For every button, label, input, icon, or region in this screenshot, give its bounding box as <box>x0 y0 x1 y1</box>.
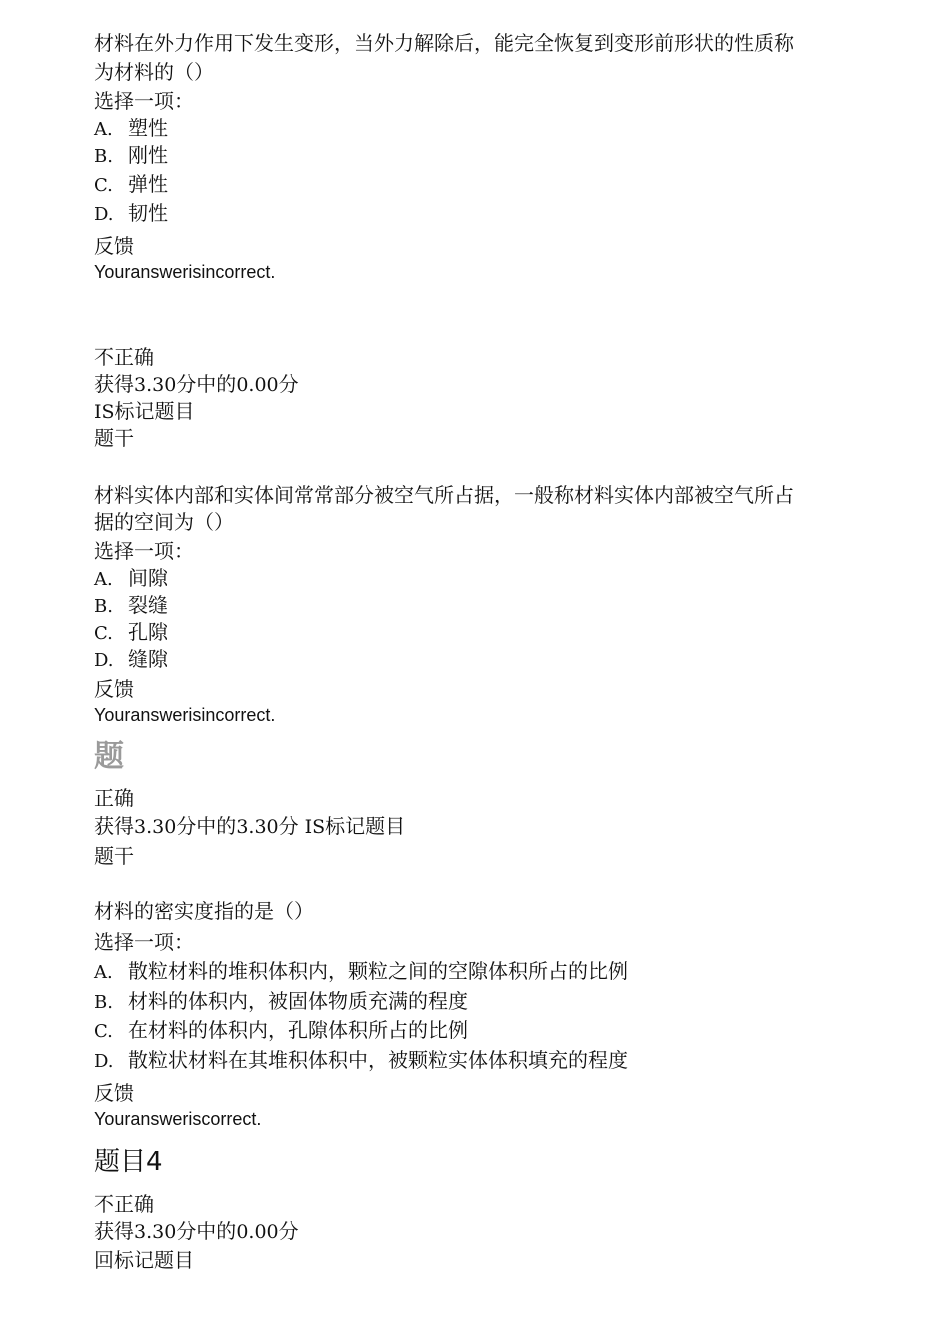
flag-icon: IS <box>304 816 326 838</box>
q3-flag-question[interactable] <box>305 814 406 838</box>
option-letter: D. <box>94 650 114 671</box>
option-letter: A. <box>94 962 113 983</box>
q1-option-b[interactable] <box>94 141 168 171</box>
q1-option-c[interactable] <box>94 170 168 200</box>
q3-option-a[interactable] <box>94 957 628 987</box>
q2-option-d[interactable] <box>94 645 168 675</box>
flag-icon: IS <box>94 401 115 423</box>
q1-prompt: 选择一项： <box>94 89 194 113</box>
q3-status: 正确 <box>94 786 134 810</box>
q2-option-c[interactable] <box>94 618 168 648</box>
score-mid: 分中的 <box>176 372 237 396</box>
q2-score <box>94 370 299 399</box>
option-text: 材料的体积内，被固体物质充满的程度 <box>128 989 468 1013</box>
score-max: 3.30 <box>134 374 177 396</box>
option-letter: D. <box>94 1051 114 1072</box>
q1-option-d[interactable] <box>94 199 168 229</box>
q2-option-b[interactable] <box>94 591 168 621</box>
option-text: 刚性 <box>128 143 168 167</box>
option-letter: A. <box>94 569 113 590</box>
option-text: 弹性 <box>128 172 168 196</box>
option-letter: C. <box>94 1021 113 1042</box>
q2-stem-line2: 据的空间为（） <box>94 510 234 534</box>
option-text: 散粒材料的堆积体积内，颗粒之间的空隙体积所占的比例 <box>128 959 628 983</box>
q3-feedback-text: Youransweriscorrect. <box>94 1109 262 1129</box>
q1-feedback-label: 反馈 <box>94 234 134 258</box>
option-letter: A. <box>94 119 113 140</box>
q2-status: 不正确 <box>94 345 154 369</box>
score-prefix: 获得 <box>94 372 134 396</box>
score-suffix: 分 <box>278 372 299 396</box>
score-max: 3.30 <box>134 816 177 838</box>
q4-score <box>94 1217 299 1246</box>
q1-feedback-text: Youranswerisincorrect. <box>94 262 276 282</box>
score-prefix: 获得 <box>94 1219 134 1243</box>
q2-option-a[interactable] <box>94 564 168 594</box>
flag-label: 标记题目 <box>325 814 406 838</box>
option-letter: C. <box>94 623 113 644</box>
option-letter: B. <box>94 596 113 617</box>
option-letter: B. <box>94 992 113 1013</box>
q1-stem-line2: 为材料的（） <box>94 60 214 84</box>
option-letter: D. <box>94 204 114 225</box>
option-text: 塑性 <box>128 116 168 140</box>
score-got: 0.00 <box>236 374 279 396</box>
score-suffix: 分 <box>278 1219 299 1243</box>
score-max: 3.30 <box>134 1221 177 1243</box>
option-letter: B. <box>94 146 113 167</box>
option-text: 裂缝 <box>128 593 168 617</box>
option-text: 在材料的体积内，孔隙体积所占的比例 <box>128 1018 468 1042</box>
q4-flag-question[interactable]: 回标记题目 <box>94 1248 194 1272</box>
option-text: 间隙 <box>128 566 168 590</box>
q2-feedback-text: Youranswerisincorrect. <box>94 705 276 725</box>
q3-stem-label: 题干 <box>94 844 134 868</box>
q2-stem-line1: 材料实体内部和实体间常常部分被空气所占据，一般称材料实体内部被空气所占 <box>94 483 794 507</box>
flag-label: 标记题目 <box>114 399 195 423</box>
option-text: 缝隙 <box>128 647 168 671</box>
score-mid: 分中的 <box>176 814 237 838</box>
option-text: 韧性 <box>128 201 168 225</box>
score-suffix: 分 <box>278 814 299 838</box>
q3-option-d[interactable] <box>94 1046 628 1076</box>
q2-flag-question[interactable] <box>94 397 195 426</box>
q3-option-c[interactable] <box>94 1016 468 1046</box>
q2-stem-label: 题干 <box>94 426 134 450</box>
q3-heading: 题 <box>94 739 124 774</box>
q1-stem-line1: 材料在外力作用下发生变形，当外力解除后，能完全恢复到变形前形状的性质称 <box>94 31 794 55</box>
q2-feedback-label: 反馈 <box>94 677 134 701</box>
q3-prompt: 选择一项： <box>94 930 194 954</box>
q3-score-and-flag <box>94 812 405 841</box>
q4-heading: 题目4 <box>94 1147 163 1177</box>
q1-option-a[interactable] <box>94 114 168 144</box>
option-text: 散粒状材料在其堆积体积中，被颗粒实体体积填充的程度 <box>128 1048 628 1072</box>
q3-feedback-label: 反馈 <box>94 1081 134 1105</box>
option-text: 孔隙 <box>128 620 168 644</box>
score-got: 3.30 <box>236 816 279 838</box>
score-got: 0.00 <box>236 1221 279 1243</box>
q3-stem: 材料的密实度指的是（） <box>94 899 314 923</box>
score-prefix: 获得 <box>94 814 134 838</box>
q2-prompt: 选择一项： <box>94 539 194 563</box>
q4-status: 不正确 <box>94 1192 154 1216</box>
q3-option-b[interactable] <box>94 987 468 1017</box>
option-letter: C. <box>94 175 113 196</box>
score-mid: 分中的 <box>176 1219 237 1243</box>
